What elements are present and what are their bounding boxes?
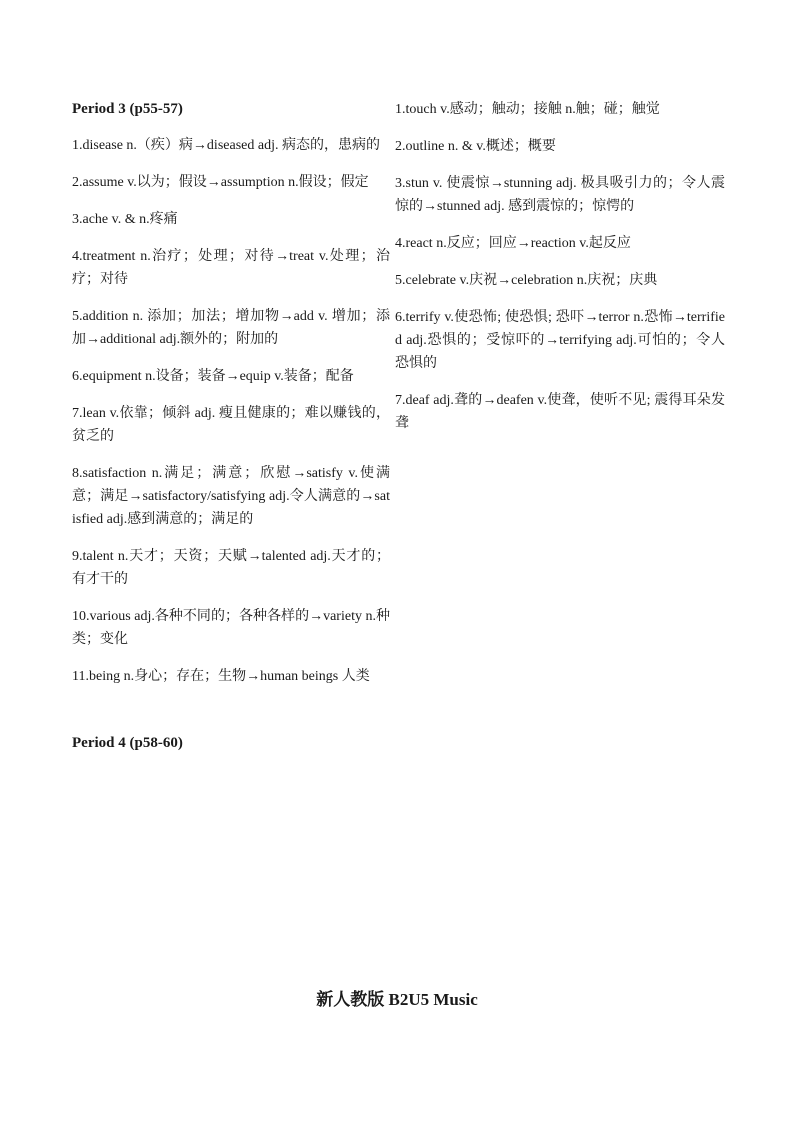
vocab-entry: 9.talent n.天才；天资；天赋→talented adj.天才的；有才干的 [72,549,390,587]
vocab-entry: 4.react n.反应；回应→reaction v.起反应 [395,236,631,251]
vocab-entry: 1.touch v.感动；触动；接触 n.触；碰；触觉 [395,102,660,117]
vocab-entry: 6.terrify v.使恐怖; 使恐惧; 恐吓→terror n.恐怖→terrified adj.恐惧的；受惊吓的→terrifying adj.可怕的；令人恐惧的 [395,310,725,371]
vocab-entry: 3.ache v. & n.疼痛 [72,212,178,227]
vocab-entry: 8.satisfaction n.满足；满意；欣慰→satisfy v.使满意；满足→satisfactory/satisfying adj.令人满意的→satisfied adj.感到满意的；满足的 [72,466,390,527]
vocab-entry: 4.treatment n.治疗；处理；对待→treat v.处理；治疗；对待 [72,249,390,287]
vocab-entry: 1.disease n.（疾）病→diseased adj. 病态的，患病的 [72,138,380,153]
vocab-entry: 5.addition n. 添加；加法；增加物→add v. 增加；添加→additional adj.额外的；附加的 [72,309,390,347]
footer-title: 新人教版 B2U5 Music [316,990,478,1009]
vocab-entry: 6.equipment n.设备；装备→equip v.装备；配备 [72,369,354,384]
vocab-entry: 10.various adj.各种不同的；各种各样的→variety n.种类；变化 [72,609,390,647]
period3-heading: Period 3 (p55-57) [72,101,183,117]
period4-heading: Period 4 (p58-60) [72,735,183,751]
right-column [395,98,725,449]
vocab-entry: 11.being n.身心；存在；生物→human beings 人类 [72,669,370,684]
vocab-entry: 2.assume v.以为；假设→assumption n.假设；假定 [72,175,369,190]
vocab-entry: 7.lean v.依靠；倾斜 adj. 瘦且健康的；难以赚钱的，贫乏的 [72,406,390,444]
vocab-entry: 3.stun v. 使震惊→stunning adj. 极具吸引力的；令人震惊的→stunned adj. 感到震惊的；惊愕的 [395,176,725,214]
vocab-entry: 7.deaf adj.聋的→deafen v.使聋，使听不见; 震得耳朵发聋 [395,393,725,431]
left-column [72,98,390,768]
vocab-entry: 2.outline n. & v.概述；概要 [395,139,556,154]
vocab-entry: 5.celebrate v.庆祝→celebration n.庆祝；庆典 [395,273,658,288]
